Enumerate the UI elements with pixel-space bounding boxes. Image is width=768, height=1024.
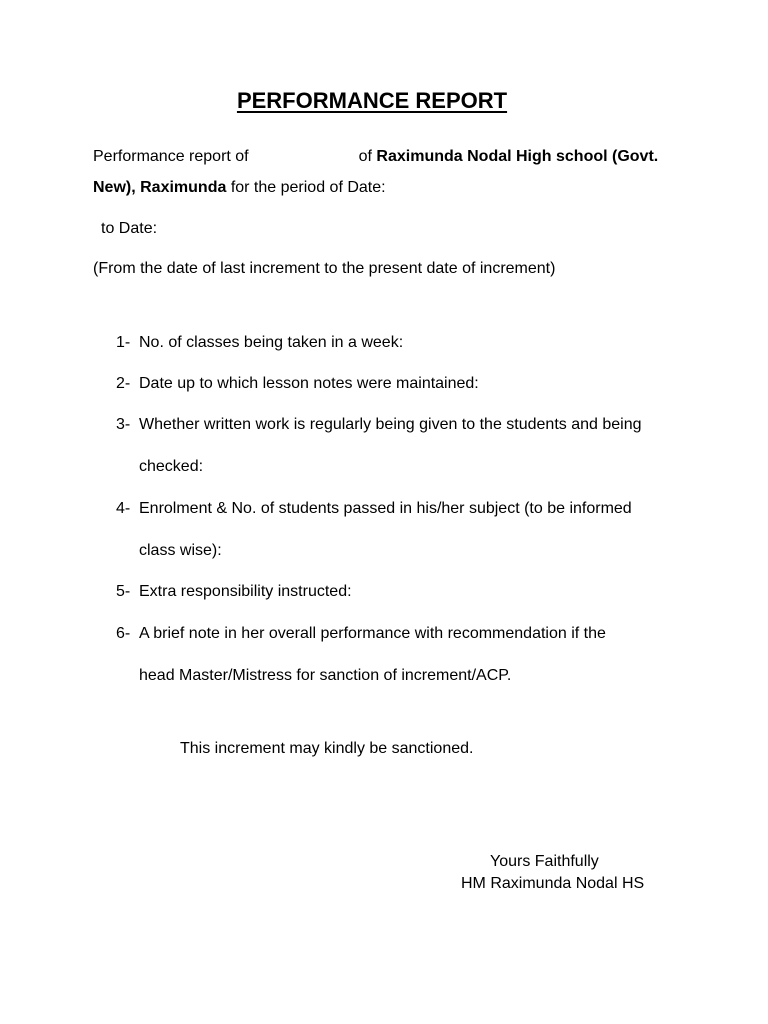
intro-of: of bbox=[358, 148, 372, 165]
item-text-continued: head Master/Mistress for sanction of increment/ACP. bbox=[139, 667, 512, 684]
item-text: Enrolment & No. of students passed in his/her subject (to be informed bbox=[139, 500, 632, 517]
closing-statement: This increment may kindly be sanctioned. bbox=[180, 740, 474, 757]
school-name-part-2: New), Raximunda bbox=[93, 179, 227, 196]
item-number: 2- bbox=[116, 375, 131, 392]
item-number: 1- bbox=[116, 334, 131, 351]
item-text-continued: class wise): bbox=[139, 542, 222, 559]
intro-line-1 bbox=[93, 147, 658, 167]
intro-line-2 bbox=[93, 178, 386, 198]
item-text: A brief note in her overall performance with recommendation if the bbox=[139, 625, 606, 642]
signature-title: HM Raximunda Nodal HS bbox=[461, 875, 645, 892]
item-text: Whether written work is regularly being given to the students and being bbox=[139, 416, 642, 433]
item-text: Date up to which lesson notes were maintained: bbox=[139, 375, 479, 392]
intro-prefix: Performance report of bbox=[93, 148, 249, 165]
signature-valediction: Yours Faithfully bbox=[490, 853, 599, 870]
item-text-continued: checked: bbox=[139, 458, 204, 475]
item-text: Extra responsibility instructed: bbox=[139, 583, 352, 600]
item-number: 6- bbox=[116, 625, 131, 642]
item-text: No. of classes being taken in a week: bbox=[139, 334, 404, 351]
increment-note: (From the date of last increment to the present date of increment) bbox=[93, 260, 556, 277]
school-name-part-1: Raximunda Nodal High school (Govt. bbox=[376, 148, 659, 165]
period-text: for the period of Date: bbox=[230, 179, 386, 196]
to-date-line: to Date: bbox=[101, 220, 158, 237]
item-number: 4- bbox=[116, 500, 131, 517]
document-title: PERFORMANCE REPORT bbox=[236, 88, 508, 113]
item-number: 3- bbox=[116, 416, 131, 433]
item-number: 5- bbox=[116, 583, 131, 600]
